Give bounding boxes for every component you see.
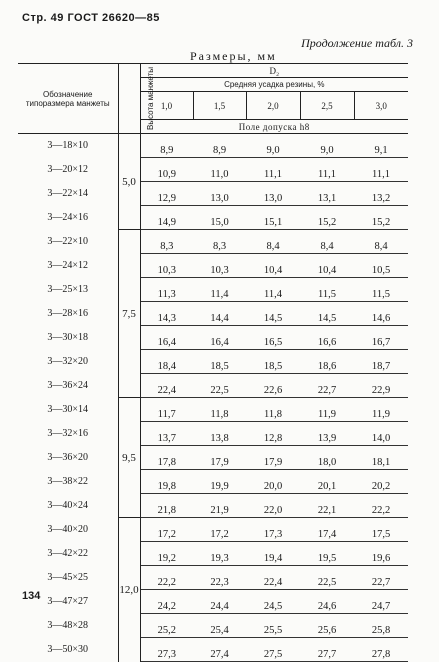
d2-value-cell xyxy=(140,470,193,494)
d2-value: 18,1 xyxy=(371,457,391,468)
row-designation: 3—36×24 xyxy=(47,380,89,391)
d2-value-cell xyxy=(246,254,300,278)
table-row xyxy=(18,542,408,566)
d2-value: 24,5 xyxy=(263,601,283,612)
table-row xyxy=(18,614,408,638)
d2-value-cell xyxy=(246,158,300,182)
d2-value-cell xyxy=(193,302,246,326)
d2-value-cell xyxy=(246,446,300,470)
d2-value-cell xyxy=(193,278,246,302)
d2-value: 8,9 xyxy=(212,145,227,156)
d2-value: 24,6 xyxy=(317,601,337,612)
table-row xyxy=(18,254,408,278)
d2-value-cell xyxy=(354,446,408,470)
d2-value-cell xyxy=(246,326,300,350)
d2-value-cell xyxy=(140,446,193,470)
d2-value: 22,4 xyxy=(263,577,283,588)
row-designation: 3—50×30 xyxy=(47,644,89,655)
d2-value: 24,7 xyxy=(371,601,391,612)
d2-value: 14,6 xyxy=(371,313,391,324)
d2-value-cell xyxy=(300,470,354,494)
d2-value: 22,2 xyxy=(371,505,391,516)
d2-value: 13,8 xyxy=(210,433,229,444)
d2-value-cell xyxy=(300,182,354,206)
d2-value: 20,1 xyxy=(317,481,337,492)
d2-value-cell xyxy=(140,134,193,158)
d2-value: 19,5 xyxy=(317,553,337,564)
d2-value: 18,6 xyxy=(317,361,337,372)
d2-value: 8,4 xyxy=(374,241,388,252)
d2-value-cell xyxy=(140,158,193,182)
d2-value: 9,0 xyxy=(266,145,280,156)
d2-value-cell xyxy=(193,614,246,638)
d2-value-cell xyxy=(193,230,246,254)
d2-value: 15,1 xyxy=(263,217,283,228)
d2-value-cell xyxy=(140,302,193,326)
d2-header: D₂ xyxy=(140,64,408,78)
d2-value-cell xyxy=(140,206,193,230)
table-continuation-label: Продолжение табл. 3 xyxy=(301,36,413,50)
d2-value: 20,0 xyxy=(263,481,283,492)
d2-value: 24,4 xyxy=(210,601,229,612)
d2-value: 11,5 xyxy=(372,289,391,300)
d2-value: 11,4 xyxy=(210,289,229,300)
d2-value: 9,0 xyxy=(320,145,334,156)
d2-value-cell xyxy=(193,374,246,398)
d2-value: 12,8 xyxy=(263,433,283,444)
d2-value-cell xyxy=(354,470,408,494)
d2-value-cell xyxy=(354,158,408,182)
d2-value: 11,1 xyxy=(318,169,336,180)
d2-value: 11,9 xyxy=(318,409,336,420)
shrink-value-header: 3,0 xyxy=(354,92,408,120)
d2-value: 13,7 xyxy=(157,433,176,444)
d2-value: 21,8 xyxy=(157,505,176,516)
cuff-height-value: 12,0 xyxy=(118,518,140,662)
d2-value-cell xyxy=(193,518,246,542)
d2-value: 18,5 xyxy=(210,361,229,372)
d2-value: 22,9 xyxy=(371,385,391,396)
table-row xyxy=(18,350,408,374)
d2-value-cell xyxy=(193,494,246,518)
d2-value-cell xyxy=(354,590,408,614)
d2-value-cell xyxy=(246,230,300,254)
d2-value: 27,3 xyxy=(157,649,176,660)
d2-value-cell xyxy=(354,206,408,230)
d2-value: 19,6 xyxy=(371,553,391,564)
d2-value: 25,8 xyxy=(371,625,391,636)
d2-value: 15,0 xyxy=(210,217,229,228)
d2-value-cell xyxy=(354,350,408,374)
d2-value: 14,0 xyxy=(371,433,391,444)
d2-value-cell xyxy=(354,134,408,158)
d2-value-cell xyxy=(246,614,300,638)
row-designation: 3—18×10 xyxy=(47,140,89,152)
row-designation: 3—38×22 xyxy=(47,476,89,487)
table-row xyxy=(18,230,408,254)
d2-value-cell xyxy=(354,374,408,398)
d2-value-cell xyxy=(354,302,408,326)
d2-value-cell xyxy=(193,566,246,590)
table-row xyxy=(18,278,408,302)
d2-value: 22,6 xyxy=(263,385,283,396)
d2-value-cell xyxy=(246,470,300,494)
d2-value-cell xyxy=(246,422,300,446)
d2-value-cell xyxy=(193,542,246,566)
d2-value: 8,4 xyxy=(266,241,280,252)
d2-value: 13,1 xyxy=(317,193,337,204)
d2-value: 16,6 xyxy=(317,337,337,348)
shrink-value-header: 2,0 xyxy=(246,92,300,120)
tolerance-header: Поле допуска h8 xyxy=(140,120,408,134)
d2-value: 19,4 xyxy=(263,553,283,564)
d2-value: 11,7 xyxy=(157,409,176,420)
d2-value-cell xyxy=(354,182,408,206)
d2-value-cell xyxy=(300,494,354,518)
shrink-value-header: 1,0 xyxy=(140,92,193,120)
d2-value: 21,9 xyxy=(210,505,229,516)
d2-value: 25,5 xyxy=(263,625,283,636)
d2-value: 18,0 xyxy=(317,457,337,468)
d2-value-cell xyxy=(193,470,246,494)
d2-value-cell xyxy=(354,422,408,446)
cuff-height-value: 5,0 xyxy=(118,134,140,230)
d2-value-cell xyxy=(193,446,246,470)
d2-value: 19,2 xyxy=(157,553,176,564)
d2-value: 27,8 xyxy=(371,649,391,660)
table-row xyxy=(18,326,408,350)
d2-value-cell xyxy=(140,590,193,614)
table-row xyxy=(18,398,408,422)
d2-value: 22,7 xyxy=(371,577,391,588)
d2-value-cell xyxy=(246,206,300,230)
row-designation: 3—42×22 xyxy=(47,548,89,559)
d2-value-cell xyxy=(193,326,246,350)
d2-value-cell xyxy=(246,278,300,302)
d2-value: 10,3 xyxy=(210,265,229,276)
d2-value: 14,5 xyxy=(263,313,283,324)
shrink-value-header: 1,5 xyxy=(193,92,246,120)
d2-value-cell xyxy=(300,542,354,566)
d2-value: 22,7 xyxy=(317,385,337,396)
d2-value-cell xyxy=(246,590,300,614)
d2-value: 10,5 xyxy=(371,265,391,276)
d2-value: 22,0 xyxy=(263,505,283,516)
d2-value-cell xyxy=(246,302,300,326)
table-row xyxy=(18,158,408,182)
cuff-height-value: 7,5 xyxy=(118,230,140,398)
d2-value-cell xyxy=(300,566,354,590)
d2-value: 11,5 xyxy=(318,289,336,300)
d2-value-cell xyxy=(193,206,246,230)
d2-value: 17,4 xyxy=(317,529,337,540)
d2-value-cell xyxy=(140,278,193,302)
d2-value-cell xyxy=(140,494,193,518)
d2-value: 11,4 xyxy=(264,289,282,300)
d2-value-cell xyxy=(140,518,193,542)
table-row xyxy=(18,422,408,446)
d2-value-cell xyxy=(246,518,300,542)
d2-value: 22,3 xyxy=(210,577,229,588)
d2-value: 19,8 xyxy=(157,481,176,492)
d2-value-cell xyxy=(193,254,246,278)
row-designation: 3—40×20 xyxy=(47,524,89,535)
d2-value: 9,1 xyxy=(374,145,388,156)
d2-value-cell xyxy=(193,590,246,614)
d2-value-cell xyxy=(354,278,408,302)
row-designation: 3—30×14 xyxy=(47,404,89,415)
table-row xyxy=(18,518,408,542)
d2-value-cell xyxy=(300,134,354,158)
d2-value-cell xyxy=(300,278,354,302)
d2-value: 8,3 xyxy=(160,241,174,252)
d2-value-cell xyxy=(354,638,408,662)
row-designation: 3—32×16 xyxy=(47,428,89,439)
d2-value: 17,3 xyxy=(263,529,283,540)
d2-value: 8,3 xyxy=(212,241,227,252)
d2-value: 17,5 xyxy=(371,529,391,540)
row-designation: 3—48×28 xyxy=(47,620,89,631)
d2-value: 13,2 xyxy=(371,193,391,204)
d2-value-cell xyxy=(354,614,408,638)
d2-value: 16,4 xyxy=(157,337,176,348)
d2-value-cell xyxy=(140,614,193,638)
d2-value: 15,2 xyxy=(371,217,391,228)
table-row xyxy=(18,566,408,590)
d2-value: 17,8 xyxy=(157,457,176,468)
d2-value-cell xyxy=(193,638,246,662)
d2-value: 22,5 xyxy=(210,385,229,396)
row-designation: 3—32×20 xyxy=(47,356,89,367)
shrink-value-header: 2,5 xyxy=(300,92,354,120)
row-designation: 3—47×27 xyxy=(47,596,89,607)
d2-value: 16,5 xyxy=(263,337,283,348)
table-row xyxy=(18,182,408,206)
d2-value-cell xyxy=(354,542,408,566)
table-row xyxy=(18,494,408,518)
row-designation: 3—45×25 xyxy=(47,572,89,583)
d2-value: 8,9 xyxy=(160,145,174,156)
d2-value: 14,5 xyxy=(317,313,337,324)
d2-value-cell xyxy=(246,566,300,590)
row-designation: 3—24×12 xyxy=(47,260,89,271)
table-row xyxy=(18,446,408,470)
d2-value-cell xyxy=(300,374,354,398)
d2-value: 19,9 xyxy=(210,481,229,492)
d2-value-cell xyxy=(140,374,193,398)
row-designation: 3—20×12 xyxy=(47,164,89,175)
dimensions-table xyxy=(18,63,408,662)
table-row xyxy=(18,638,408,662)
d2-value-cell xyxy=(300,350,354,374)
table-row xyxy=(18,590,408,614)
d2-value-cell xyxy=(140,542,193,566)
d2-value: 11,3 xyxy=(157,289,176,300)
d2-value-cell xyxy=(193,182,246,206)
d2-value-cell xyxy=(246,182,300,206)
d2-value: 15,2 xyxy=(317,217,337,228)
d2-value: 14,9 xyxy=(157,217,176,228)
d2-value: 11,1 xyxy=(372,169,391,180)
d2-value: 27,7 xyxy=(317,649,337,660)
d2-value: 10,4 xyxy=(263,265,283,276)
d2-value-cell xyxy=(300,302,354,326)
table-row xyxy=(18,206,408,230)
shrink-header: Средняя усадка резины, % xyxy=(140,78,408,92)
d2-value-cell xyxy=(193,398,246,422)
table-row xyxy=(18,374,408,398)
height-header: Высота манжеты xyxy=(118,64,140,134)
d2-value-cell xyxy=(246,398,300,422)
d2-value-cell xyxy=(246,494,300,518)
d2-value: 18,5 xyxy=(263,361,283,372)
d2-value-cell xyxy=(354,326,408,350)
d2-value: 19,3 xyxy=(210,553,229,564)
d2-value-cell xyxy=(140,230,193,254)
d2-value: 17,9 xyxy=(210,457,229,468)
d2-value-cell xyxy=(354,398,408,422)
d2-value-cell xyxy=(300,398,354,422)
d2-value: 8,4 xyxy=(320,241,334,252)
d2-value: 10,9 xyxy=(157,169,176,180)
table-row xyxy=(18,302,408,326)
d2-value: 20,2 xyxy=(371,481,391,492)
cuff-height-value: 9,5 xyxy=(118,398,140,518)
row-designation: 3—40×24 xyxy=(47,500,89,511)
d2-value-cell xyxy=(246,638,300,662)
d2-value: 14,4 xyxy=(210,313,229,324)
d2-value-cell xyxy=(140,422,193,446)
d2-value-cell xyxy=(140,254,193,278)
d2-value: 25,2 xyxy=(157,625,176,636)
d2-value: 10,4 xyxy=(317,265,337,276)
d2-value: 11,9 xyxy=(372,409,391,420)
d2-value-cell xyxy=(300,254,354,278)
d2-value-cell xyxy=(140,326,193,350)
d2-value-cell xyxy=(246,542,300,566)
d2-value-cell xyxy=(300,446,354,470)
d2-value: 17,2 xyxy=(157,529,176,540)
d2-value: 22,5 xyxy=(317,577,337,588)
d2-value: 11,0 xyxy=(210,169,229,180)
d2-value-cell xyxy=(300,590,354,614)
d2-value: 10,3 xyxy=(157,265,176,276)
row-designation: 3—30×18 xyxy=(47,332,89,343)
d2-value: 11,8 xyxy=(264,409,282,420)
d2-value: 24,2 xyxy=(157,601,176,612)
d2-value-cell xyxy=(354,518,408,542)
d2-value-cell xyxy=(246,350,300,374)
d2-value-cell xyxy=(300,206,354,230)
d2-value-cell xyxy=(193,422,246,446)
d2-value-cell xyxy=(246,134,300,158)
d2-value-cell xyxy=(193,134,246,158)
d2-value: 14,3 xyxy=(157,313,176,324)
d2-value-cell xyxy=(140,566,193,590)
d2-value-cell xyxy=(140,350,193,374)
d2-value-cell xyxy=(140,182,193,206)
d2-value-cell xyxy=(300,326,354,350)
table-row xyxy=(18,134,408,158)
d2-value: 22,1 xyxy=(317,505,337,516)
row-designation: 3—36×20 xyxy=(47,452,89,463)
d2-value-cell xyxy=(300,422,354,446)
row-designation: 3—24×16 xyxy=(47,212,89,223)
d2-value: 16,7 xyxy=(371,337,391,348)
d2-value: 22,2 xyxy=(157,577,176,588)
d2-value-cell xyxy=(300,518,354,542)
d2-value-cell xyxy=(300,614,354,638)
d2-value: 12,9 xyxy=(157,193,176,204)
d2-value: 13,0 xyxy=(263,193,283,204)
d2-value-cell xyxy=(354,494,408,518)
d2-value: 27,5 xyxy=(263,649,283,660)
d2-value: 17,2 xyxy=(210,529,229,540)
d2-value-cell xyxy=(140,638,193,662)
sizes-title: Размеры, мм xyxy=(190,49,277,63)
d2-value-cell xyxy=(193,350,246,374)
d2-value: 27,4 xyxy=(210,649,229,660)
d2-value: 22,4 xyxy=(157,385,176,396)
d2-value: 17,9 xyxy=(263,457,283,468)
row-designation: 3—22×10 xyxy=(47,236,89,247)
d2-value: 25,6 xyxy=(317,625,337,636)
d2-value-cell xyxy=(300,230,354,254)
d2-value-cell xyxy=(354,566,408,590)
row-designation: 3—25×13 xyxy=(47,284,89,295)
d2-value-cell xyxy=(354,254,408,278)
d2-value-cell xyxy=(246,374,300,398)
d2-value: 11,8 xyxy=(210,409,229,420)
d2-value-cell xyxy=(354,230,408,254)
d2-value: 25,4 xyxy=(210,625,229,636)
d2-value: 18,4 xyxy=(157,361,176,372)
d2-value-cell xyxy=(300,638,354,662)
d2-value: 16,4 xyxy=(210,337,229,348)
row-designation: 3—28×16 xyxy=(47,308,89,319)
d2-value-cell xyxy=(140,398,193,422)
page-number: 134 xyxy=(22,590,41,602)
d2-value: 11,1 xyxy=(264,169,282,180)
d2-value: 18,7 xyxy=(371,361,391,372)
d2-value: 13,0 xyxy=(210,193,229,204)
d2-value-cell xyxy=(193,158,246,182)
row-designation: 3—22×14 xyxy=(47,188,89,199)
d2-value: 13,9 xyxy=(317,433,337,444)
designation-header: Обозначение типоразмера манжеты xyxy=(18,64,118,134)
d2-value-cell xyxy=(300,158,354,182)
page-header: Стр. 49 ГОСТ 26620—85 xyxy=(22,12,160,24)
table-row xyxy=(18,470,408,494)
